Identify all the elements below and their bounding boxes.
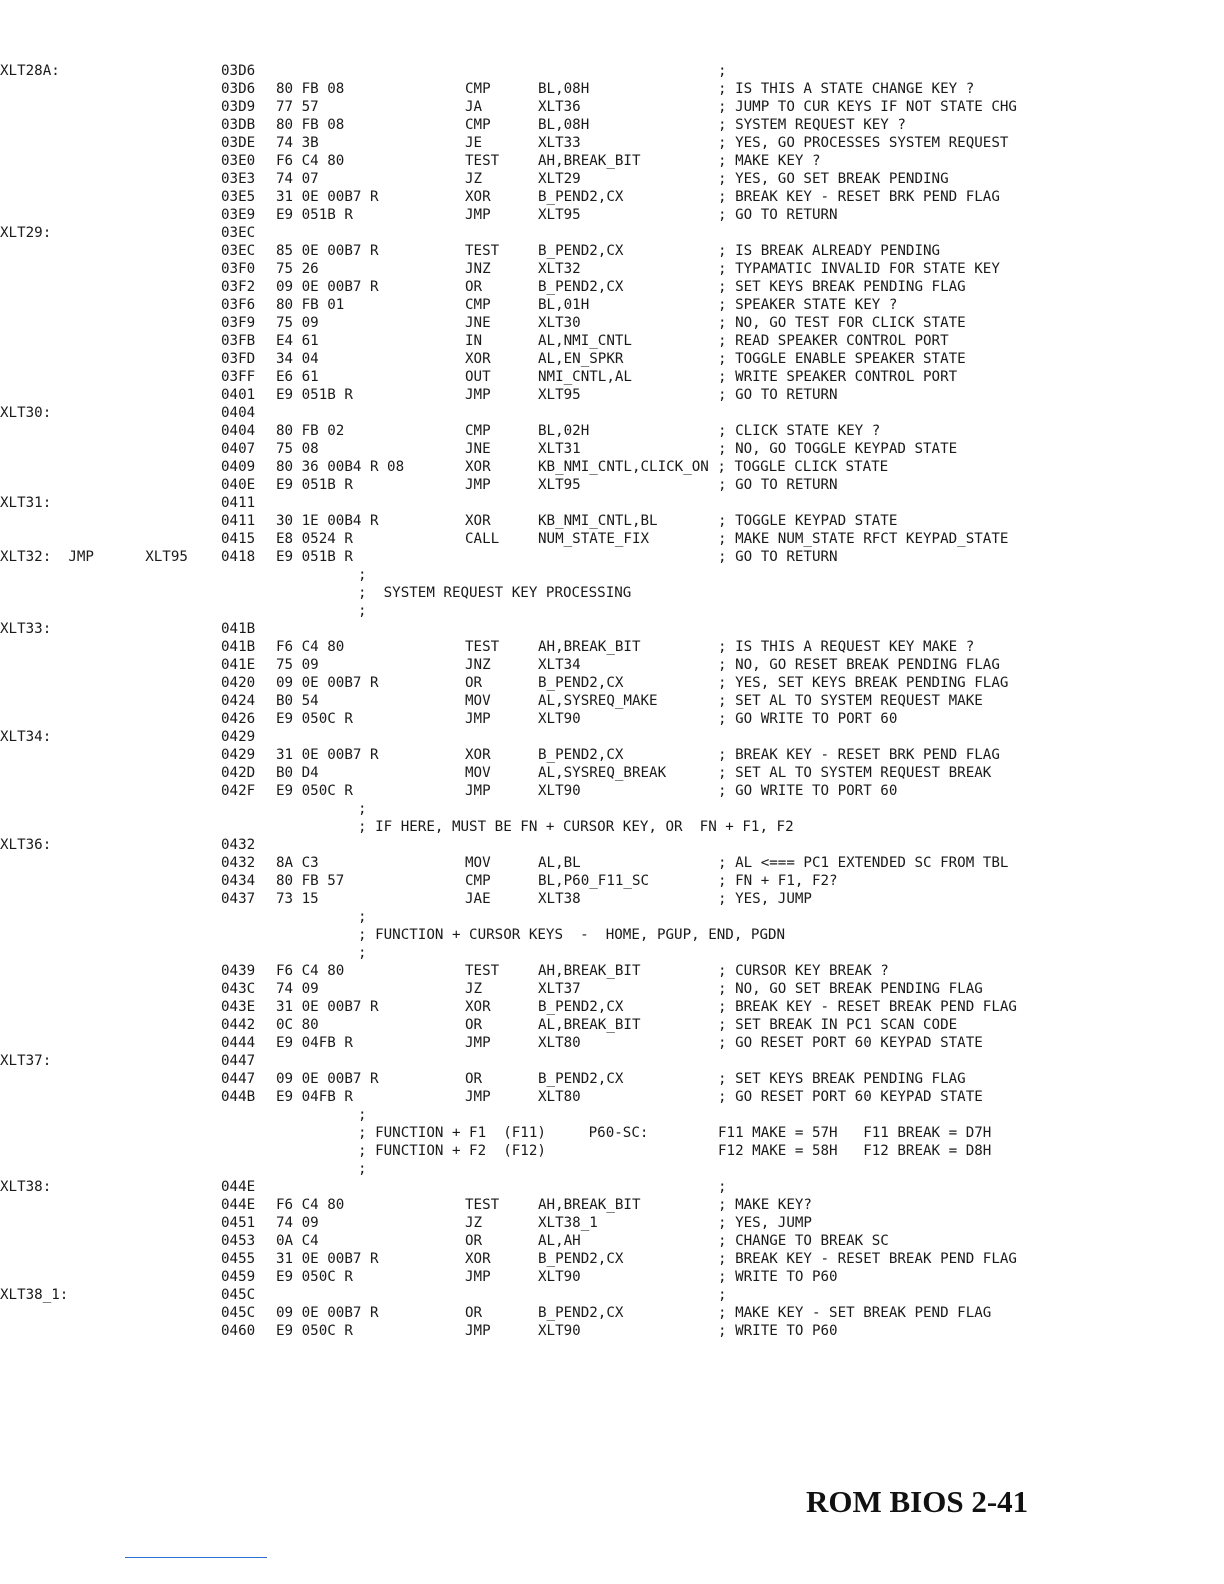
listing-comment: ; MAKE NUM_STATE RFCT KEYPAD_STATE: [718, 531, 1009, 547]
listing-object-code: E9 050C R: [276, 783, 353, 799]
listing-operand: BL,02H: [538, 423, 590, 439]
listing-object-code: 31 0E 00B7 R: [276, 999, 379, 1015]
listing-opcode: TEST: [465, 1197, 500, 1213]
listing-comment: ; BREAK KEY - RESET BREAK PEND FLAG: [718, 999, 1017, 1015]
listing-operand: XLT36: [538, 99, 581, 115]
listing-comment: ; BREAK KEY - RESET BRK PEND FLAG: [718, 189, 1000, 205]
listing-address: 0404: [221, 423, 256, 439]
listing-address: 040E: [221, 477, 256, 493]
listing-address: 0455: [221, 1251, 256, 1267]
listing-comment: ; CLICK STATE KEY ?: [718, 423, 881, 439]
listing-opcode: JNZ: [465, 657, 491, 673]
listing-operand: XLT31: [538, 441, 581, 457]
listing-address: 045C: [221, 1287, 256, 1303]
listing-operand: AL,SYSREQ_MAKE: [538, 693, 658, 709]
listing-comment: ; NO, GO TOGGLE KEYPAD STATE: [718, 441, 958, 457]
listing-address: 0442: [221, 1017, 256, 1033]
listing-comment: ; SET KEYS BREAK PENDING FLAG: [718, 1071, 966, 1087]
listing-opcode: JNZ: [465, 261, 491, 277]
listing-comment: ; GO WRITE TO PORT 60: [718, 783, 898, 799]
listing-object-code: B0 D4: [276, 765, 319, 781]
listing-operand: XLT38_1: [538, 1215, 598, 1231]
listing-address: 0451: [221, 1215, 256, 1231]
listing-address: 0415: [221, 531, 256, 547]
listing-opcode: TEST: [465, 639, 500, 655]
listing-address: 03EC: [221, 243, 256, 259]
listing-object-code: 09 0E 00B7 R: [276, 675, 379, 691]
listing-operand: B_PEND2,CX: [538, 1305, 624, 1321]
footer-rule: [125, 1557, 267, 1558]
listing-operand: XLT90: [538, 783, 581, 799]
listing-object-code: E9 051B R: [276, 387, 353, 403]
listing-comment: ; SET AL TO SYSTEM REQUEST MAKE: [718, 693, 983, 709]
listing-opcode: TEST: [465, 963, 500, 979]
listing-comment: ; SYSTEM REQUEST KEY ?: [718, 117, 906, 133]
listing-comment: ; YES, SET KEYS BREAK PENDING FLAG: [718, 675, 1009, 691]
listing-object-code: 30 1E 00B4 R: [276, 513, 379, 529]
listing-address: 0432: [221, 837, 256, 853]
listing-operand: B_PEND2,CX: [538, 1251, 624, 1267]
listing-object-code: 74 09: [276, 981, 319, 997]
listing-comment: ; GO TO RETURN: [718, 387, 838, 403]
listing-opcode: JMP: [465, 477, 491, 493]
listing-object-code: B0 54: [276, 693, 319, 709]
listing-comment: ; NO, GO SET BREAK PENDING FLAG: [718, 981, 983, 997]
listing-address: 03E0: [221, 153, 256, 169]
listing-opcode: JZ: [465, 171, 483, 187]
listing-comment: ;: [718, 1179, 727, 1195]
listing-object-code: 34 04: [276, 351, 319, 367]
listing-object-code: E6 61: [276, 369, 319, 385]
listing-opcode: JMP: [465, 783, 491, 799]
listing-address: 0404: [221, 405, 256, 421]
listing-comment: ; YES, GO SET BREAK PENDING: [718, 171, 949, 187]
listing-opcode: JAE: [465, 891, 491, 907]
listing-opcode: OR: [465, 1017, 483, 1033]
listing-address: 0434: [221, 873, 256, 889]
listing-comment: ; GO TO RETURN: [718, 207, 838, 223]
listing-opcode: JZ: [465, 981, 483, 997]
listing-address: 0411: [221, 513, 256, 529]
listing-object-code: E9 050C R: [276, 711, 353, 727]
listing-comment: F11 MAKE = 57H F11 BREAK = D7H: [718, 1125, 992, 1141]
listing-comment: ; GO WRITE TO PORT 60: [718, 711, 898, 727]
listing-operand: XLT34: [538, 657, 581, 673]
listing-object-code: 31 0E 00B7 R: [276, 1251, 379, 1267]
listing-operand: AH,BREAK_BIT: [538, 639, 641, 655]
listing-object-code: 75 09: [276, 657, 319, 673]
listing-address: 041B: [221, 639, 256, 655]
listing-opcode: XOR: [465, 459, 491, 475]
listing-operand: AL,NMI_CNTL: [538, 333, 632, 349]
listing-object-code: 80 FB 08: [276, 117, 345, 133]
listing-address: 0444: [221, 1035, 256, 1051]
listing-operand: AL,BREAK_BIT: [538, 1017, 641, 1033]
listing-opcode: TEST: [465, 153, 500, 169]
listing-object-code: E9 050C R: [276, 1323, 353, 1339]
listing-operand: XLT33: [538, 135, 581, 151]
listing-comment-block: ;: [358, 603, 367, 619]
listing-label: XLT31:: [0, 495, 52, 511]
listing-operand: XLT38: [538, 891, 581, 907]
listing-opcode: OR: [465, 1071, 483, 1087]
listing-address: 03DE: [221, 135, 256, 151]
listing-address: 03DB: [221, 117, 256, 133]
listing-opcode: OUT: [465, 369, 491, 385]
listing-object-code: E9 04FB R: [276, 1035, 353, 1051]
listing-operand: BL,08H: [538, 81, 590, 97]
listing-address: 0426: [221, 711, 256, 727]
listing-address: 042F: [221, 783, 256, 799]
listing-opcode: XOR: [465, 747, 491, 763]
listing-object-code: 75 26: [276, 261, 319, 277]
listing-address: 041B: [221, 621, 256, 637]
listing-opcode: CMP: [465, 117, 491, 133]
listing-address: 0439: [221, 963, 256, 979]
listing-label: XLT37:: [0, 1053, 52, 1069]
listing-comment: ; SET AL TO SYSTEM REQUEST BREAK: [718, 765, 992, 781]
listing-comment: ; TOGGLE KEYPAD STATE: [718, 513, 898, 529]
listing-comment: ; IS THIS A STATE CHANGE KEY ?: [718, 81, 975, 97]
listing-address: 0420: [221, 675, 256, 691]
listing-object-code: 0A C4: [276, 1233, 319, 1249]
listing-comment-block: ;: [358, 567, 367, 583]
listing-comment: ; JUMP TO CUR KEYS IF NOT STATE CHG: [718, 99, 1017, 115]
listing-object-code: 73 15: [276, 891, 319, 907]
listing-operand: XLT30: [538, 315, 581, 331]
listing-address: 0401: [221, 387, 256, 403]
listing-address: 03E9: [221, 207, 256, 223]
listing-opcode: OR: [465, 1233, 483, 1249]
listing-comment-block: ;: [358, 1161, 367, 1177]
listing-operand: XLT95: [538, 207, 581, 223]
listing-operand: XLT32: [538, 261, 581, 277]
listing-address: 03F0: [221, 261, 256, 277]
listing-label: XLT36:: [0, 837, 52, 853]
listing-comment: ; WRITE TO P60: [718, 1269, 838, 1285]
listing-label: XLT33:: [0, 621, 52, 637]
listing-object-code: 0C 80: [276, 1017, 319, 1033]
listing-operand: AH,BREAK_BIT: [538, 963, 641, 979]
listing-operand: AH,BREAK_BIT: [538, 1197, 641, 1213]
listing-comment: ; SET BREAK IN PC1 SCAN CODE: [718, 1017, 958, 1033]
listing-address: 03F9: [221, 315, 256, 331]
listing-comment: ; MAKE KEY?: [718, 1197, 812, 1213]
listing-operand: AL,EN_SPKR: [538, 351, 624, 367]
listing-opcode: OR: [465, 279, 483, 295]
listing-comment: ; GO TO RETURN: [718, 549, 838, 565]
listing-object-code: 75 09: [276, 315, 319, 331]
listing-operand: XLT95: [538, 477, 581, 493]
listing-operand: XLT80: [538, 1035, 581, 1051]
listing-comment: ; NO, GO RESET BREAK PENDING FLAG: [718, 657, 1000, 673]
listing-address: 0460: [221, 1323, 256, 1339]
listing-opcode: JE: [465, 135, 483, 151]
listing-object-code: 74 3B: [276, 135, 319, 151]
listing-comment: ; READ SPEAKER CONTROL PORT: [718, 333, 949, 349]
listing-operand: NUM_STATE_FIX: [538, 531, 650, 547]
listing-object-code: 85 0E 00B7 R: [276, 243, 379, 259]
listing-address: 0411: [221, 495, 256, 511]
listing-opcode: XOR: [465, 351, 491, 367]
listing-operand: AH,BREAK_BIT: [538, 153, 641, 169]
listing-opcode: CMP: [465, 423, 491, 439]
listing-object-code: F6 C4 80: [276, 963, 345, 979]
listing-address: 0447: [221, 1053, 256, 1069]
listing-address: 03FF: [221, 369, 256, 385]
listing-operand: B_PEND2,CX: [538, 675, 624, 691]
listing-comment: ; TOGGLE ENABLE SPEAKER STATE: [718, 351, 966, 367]
listing-address: 03F2: [221, 279, 256, 295]
listing-address: 0409: [221, 459, 256, 475]
listing-object-code: 80 FB 08: [276, 81, 345, 97]
listing-address: 0429: [221, 729, 256, 745]
listing-address: 03FD: [221, 351, 256, 367]
listing-object-code: 31 0E 00B7 R: [276, 747, 379, 763]
listing-comment: ; GO TO RETURN: [718, 477, 838, 493]
listing-comment: ; YES, JUMP: [718, 1215, 812, 1231]
listing-operand: BL,08H: [538, 117, 590, 133]
listing-label: XLT34:: [0, 729, 52, 745]
listing-address: 03EC: [221, 225, 256, 241]
listing-object-code: 80 FB 57: [276, 873, 345, 889]
listing-comment: ; CHANGE TO BREAK SC: [718, 1233, 889, 1249]
listing-operand: XLT95: [538, 387, 581, 403]
listing-comment: ; BREAK KEY - RESET BRK PEND FLAG: [718, 747, 1000, 763]
listing-opcode: XOR: [465, 513, 491, 529]
listing-address: 03D6: [221, 63, 256, 79]
listing-comment-block: ; FUNCTION + F2 (F12): [358, 1143, 546, 1159]
listing-object-code: 77 57: [276, 99, 319, 115]
listing-opcode: CMP: [465, 297, 491, 313]
listing-label: XLT30:: [0, 405, 52, 421]
listing-operand: AL,BL: [538, 855, 581, 871]
listing-object-code: F6 C4 80: [276, 153, 345, 169]
listing-address: 0418: [221, 549, 256, 565]
listing-object-code: 80 FB 02: [276, 423, 345, 439]
listing-operand: NMI_CNTL,AL: [538, 369, 632, 385]
listing-operand: AL,SYSREQ_BREAK: [538, 765, 667, 781]
listing-address: 03D9: [221, 99, 256, 115]
listing-address: 03E3: [221, 171, 256, 187]
listing-opcode: OR: [465, 675, 483, 691]
listing-comment-block: ; SYSTEM REQUEST KEY PROCESSING: [358, 585, 632, 601]
listing-operand: B_PEND2,CX: [538, 243, 624, 259]
listing-object-code: E9 051B R: [276, 207, 353, 223]
listing-address: 0424: [221, 693, 256, 709]
listing-comment: ; GO RESET PORT 60 KEYPAD STATE: [718, 1089, 983, 1105]
listing-object-code: E8 0524 R: [276, 531, 353, 547]
listing-object-code: E4 61: [276, 333, 319, 349]
listing-opcode: TEST: [465, 243, 500, 259]
listing-operand: B_PEND2,CX: [538, 279, 624, 295]
listing-opcode: JMP: [465, 207, 491, 223]
listing-object-code: 80 36 00B4 R 08: [276, 459, 405, 475]
listing-address: 043E: [221, 999, 256, 1015]
listing-address: 044E: [221, 1197, 256, 1213]
listing-operand: XLT37: [538, 981, 581, 997]
listing-address: 0407: [221, 441, 256, 457]
listing-comment: ;: [718, 63, 727, 79]
listing-comment-block: ;: [358, 945, 367, 961]
listing-operand: B_PEND2,CX: [538, 1071, 624, 1087]
listing-object-code: 75 08: [276, 441, 319, 457]
listing-address: 043C: [221, 981, 256, 997]
listing-object-code: 09 0E 00B7 R: [276, 279, 379, 295]
listing-comment: F12 MAKE = 58H F12 BREAK = D8H: [718, 1143, 992, 1159]
listing-object-code: 09 0E 00B7 R: [276, 1305, 379, 1321]
listing-opcode: JA: [465, 99, 483, 115]
listing-address: 044E: [221, 1179, 256, 1195]
listing-operand: AL,AH: [538, 1233, 581, 1249]
listing-object-code: E9 051B R: [276, 477, 353, 493]
listing-object-code: 09 0E 00B7 R: [276, 1071, 379, 1087]
listing-comment: ; IS BREAK ALREADY PENDING: [718, 243, 941, 259]
listing-opcode: JMP: [465, 1269, 491, 1285]
listing-comment: ; WRITE TO P60: [718, 1323, 838, 1339]
listing-object-code: 74 09: [276, 1215, 319, 1231]
listing-address: 03D6: [221, 81, 256, 97]
listing-operand: XLT29: [538, 171, 581, 187]
listing-comment: ; TYPAMATIC INVALID FOR STATE KEY: [718, 261, 1000, 277]
listing-object-code: F6 C4 80: [276, 639, 345, 655]
listing-address: 041E: [221, 657, 256, 673]
listing-object-code: 74 07: [276, 171, 319, 187]
listing-comment: ; NO, GO TEST FOR CLICK STATE: [718, 315, 966, 331]
listing-comment: ; FN + F1, F2?: [718, 873, 838, 889]
listing-address: 03E5: [221, 189, 256, 205]
listing-opcode: JMP: [465, 1323, 491, 1339]
listing-address: 045C: [221, 1305, 256, 1321]
listing-address: 0437: [221, 891, 256, 907]
listing-opcode: JMP: [465, 711, 491, 727]
listing-comment: ; GO RESET PORT 60 KEYPAD STATE: [718, 1035, 983, 1051]
listing-operand: BL,01H: [538, 297, 590, 313]
listing-address: 044B: [221, 1089, 256, 1105]
listing-comment: ; BREAK KEY - RESET BREAK PEND FLAG: [718, 1251, 1017, 1267]
listing-address: 0432: [221, 855, 256, 871]
listing-opcode: CMP: [465, 81, 491, 97]
listing-address: 042D: [221, 765, 256, 781]
listing-comment: ; IS THIS A REQUEST KEY MAKE ?: [718, 639, 975, 655]
listing-address: 0459: [221, 1269, 256, 1285]
listing-object-code: E9 050C R: [276, 1269, 353, 1285]
listing-comment: ; SPEAKER STATE KEY ?: [718, 297, 898, 313]
listing-opcode: XOR: [465, 1251, 491, 1267]
listing-opcode: XOR: [465, 999, 491, 1015]
listing-comment-block: ; FUNCTION + F1 (F11) P60-SC:: [358, 1125, 649, 1141]
listing-label: XLT28A:: [0, 63, 60, 79]
listing-opcode: MOV: [465, 855, 491, 871]
listing-comment-block: ;: [358, 801, 367, 817]
listing-address: 0429: [221, 747, 256, 763]
listing-opcode: IN: [465, 333, 483, 349]
listing-object-code: F6 C4 80: [276, 1197, 345, 1213]
listing-comment-block: ;: [358, 909, 367, 925]
listing-comment: ; WRITE SPEAKER CONTROL PORT: [718, 369, 958, 385]
listing-object-code: 80 FB 01: [276, 297, 345, 313]
listing-comment: ; MAKE KEY - SET BREAK PEND FLAG: [718, 1305, 992, 1321]
listing-object-code: E9 04FB R: [276, 1089, 353, 1105]
listing-comment-block: ; IF HERE, MUST BE FN + CURSOR KEY, OR FN + F1, F2: [358, 819, 794, 835]
listing-comment: ; CURSOR KEY BREAK ?: [718, 963, 889, 979]
listing-operand: B_PEND2,CX: [538, 189, 624, 205]
page-footer: ROM BIOS 2-41: [806, 1484, 1029, 1519]
listing-label: XLT29:: [0, 225, 52, 241]
listing-operand: XLT80: [538, 1089, 581, 1105]
listing-label: XLT38_1:: [0, 1287, 69, 1303]
listing-comment: ;: [718, 1287, 727, 1303]
listing-address: 03F6: [221, 297, 256, 313]
listing-address: 03FB: [221, 333, 256, 349]
listing-opcode: CMP: [465, 873, 491, 889]
listing-object-code: 8A C3: [276, 855, 319, 871]
listing-comment-block: ;: [358, 1107, 367, 1123]
listing-opcode: CALL: [465, 531, 500, 547]
listing-comment: ; AL <=== PC1 EXTENDED SC FROM TBL: [718, 855, 1009, 871]
listing-operand: XLT90: [538, 1269, 581, 1285]
listing-opcode: MOV: [465, 765, 491, 781]
listing-operand: XLT90: [538, 711, 581, 727]
listing-comment: ; YES, GO PROCESSES SYSTEM REQUEST: [718, 135, 1009, 151]
listing-operand: KB_NMI_CNTL,BL: [538, 513, 658, 529]
listing-opcode: OR: [465, 1305, 483, 1321]
listing-address: 0453: [221, 1233, 256, 1249]
listing-operand: B_PEND2,CX: [538, 747, 624, 763]
listing-operand: XLT90: [538, 1323, 581, 1339]
listing-opcode: JMP: [465, 1089, 491, 1105]
listing-opcode: JMP: [465, 1035, 491, 1051]
listing-opcode: JNE: [465, 315, 491, 331]
listing-opcode: MOV: [465, 693, 491, 709]
listing-object-code: E9 051B R: [276, 549, 353, 565]
listing-comment: ; MAKE KEY ?: [718, 153, 821, 169]
listing-operand: KB_NMI_CNTL,CLICK_ON ; TOGGLE CLICK STATE: [538, 459, 889, 475]
listing-operand: B_PEND2,CX: [538, 999, 624, 1015]
listing-label: XLT38:: [0, 1179, 52, 1195]
listing-label: XLT32: JMP XLT95: [0, 549, 188, 565]
listing-comment: ; YES, JUMP: [718, 891, 812, 907]
listing-opcode: JNE: [465, 441, 491, 457]
listing-address: 0447: [221, 1071, 256, 1087]
listing-opcode: XOR: [465, 189, 491, 205]
listing-operand: BL,P60_F11_SC: [538, 873, 650, 889]
listing-opcode: JMP: [465, 387, 491, 403]
listing-object-code: 31 0E 00B7 R: [276, 189, 379, 205]
listing-comment: ; SET KEYS BREAK PENDING FLAG: [718, 279, 966, 295]
listing-opcode: JZ: [465, 1215, 483, 1231]
listing-comment-block: ; FUNCTION + CURSOR KEYS - HOME, PGUP, END, PGDN: [358, 927, 786, 943]
